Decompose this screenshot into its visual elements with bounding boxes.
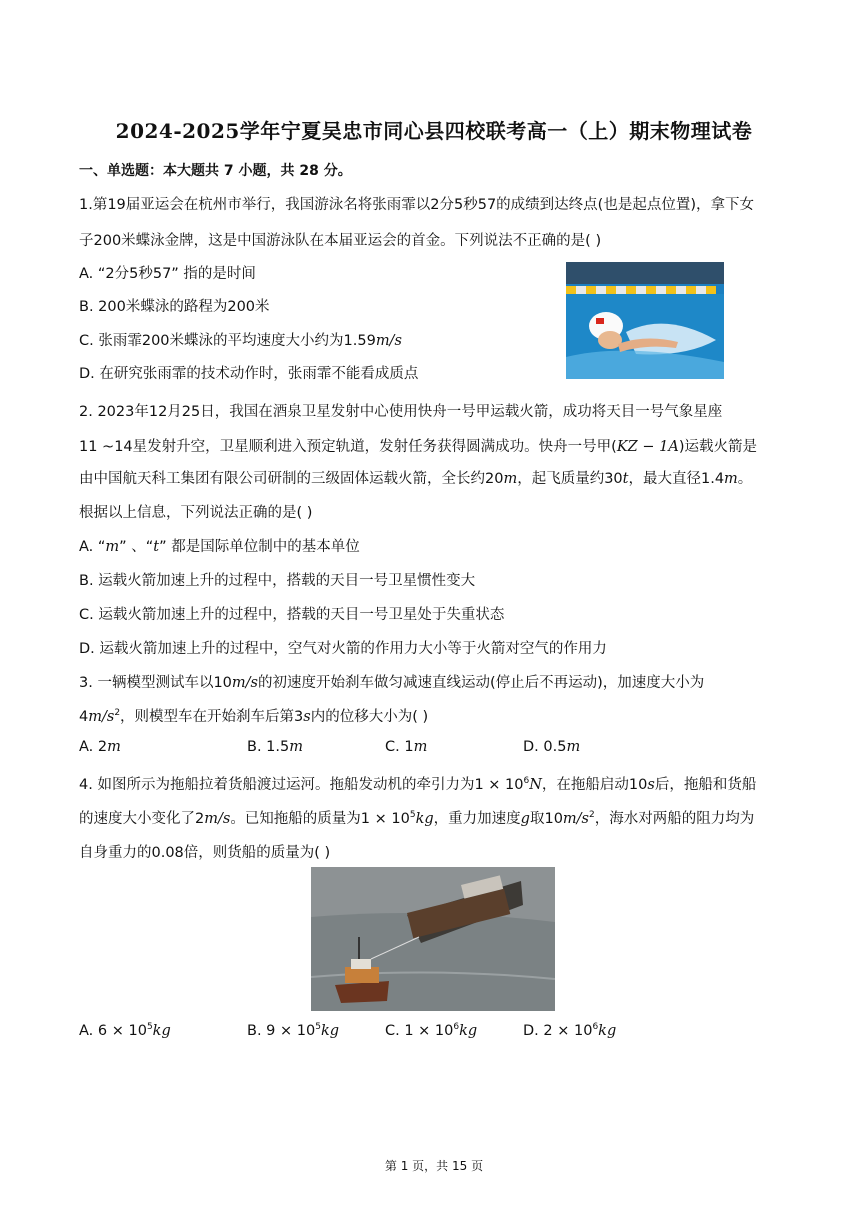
q4-stem-line2: 的速度大小变化了2m/s。已知拖船的质量为$1 \times 10^5kg$，重力加速度g取$10m/s^2$，海水对两船的阻力均为 bbox=[79, 810, 755, 827]
q2-option-d: D. 运载火箭加速上升的过程中，空气对火箭的作用力大小等于火箭对空气的作用力 bbox=[79, 641, 607, 657]
q2-stem-line2: 11 ~14星发射升空，卫星顺利进入预定轨道，发射任务获得圆满成功。快舟一号甲(KZ − 1A)运载火箭是 bbox=[79, 439, 757, 455]
q3-option-b: B. 1.5m bbox=[247, 739, 303, 755]
page-footer: 第 1 页，共 15 页 bbox=[384, 1159, 484, 1173]
q2-stem-line3: 由中国航天科工集团有限公司研制的三级固体运载火箭，全长约20m，起飞质量约30t，最大直径1.4m。 bbox=[79, 471, 753, 487]
swimmer-photo bbox=[566, 262, 724, 379]
tugboat-photo bbox=[311, 867, 555, 1011]
q4-stem-line3: 自身重力的0.08倍，则货船的质量为( ) bbox=[79, 845, 331, 861]
q1-option-a: A. “2分5秒57” 指的是时间 bbox=[79, 266, 256, 282]
q4-stem-line1: 4. 如图所示为拖船拉着货船渡过运河。拖船发动机的牵引力为$1 \times 10^6N$，在拖船启动10s后，拖船和货船 bbox=[79, 776, 757, 793]
q2-option-a: A. “m” 、“t” 都是国际单位制中的基本单位 bbox=[79, 539, 360, 555]
q3-stem-line1: 3. 一辆模型测试车以10m/s的初速度开始刹车做匀减速直线运动(停止后不再运动)，加速度大小为 bbox=[79, 675, 705, 691]
q1-stem-line1: 1.第19届亚运会在杭州市举行，我国游泳名将张雨霏以2分5秒57的成绩到达终点(也是起点位置)，拿下女 bbox=[79, 197, 754, 213]
q4-option-c: C. $1 \times 10^6kg$ bbox=[385, 1022, 478, 1039]
q2-option-b: B. 运载火箭加速上升的过程中，搭载的天目一号卫星惯性变大 bbox=[79, 573, 476, 589]
section-heading: 一、单选题：本大题共 7 小题，共 28 分。 bbox=[79, 163, 352, 179]
q1-stem-line2: 子200米蝶泳金牌，这是中国游泳队在本届亚运会的首金。下列说法不正确的是( ) bbox=[79, 233, 602, 249]
q1-option-c: C. 张雨霏200米蝶泳的平均速度大小约为1.59m/s bbox=[79, 333, 402, 349]
q2-stem-line1: 2. 2023年12月25日，我国在酒泉卫星发射中心使用快舟一号甲运载火箭，成功将天目一号气象星座 bbox=[79, 404, 723, 420]
q3-option-c: C. 1m bbox=[385, 739, 428, 755]
q4-option-a: A. $6 \times 10^5kg$ bbox=[79, 1022, 171, 1039]
q3-option-a: A. 2m bbox=[79, 739, 121, 755]
q4-option-d: D. $2 \times 10^6kg$ bbox=[523, 1022, 617, 1039]
q2-stem-line4: 根据以上信息，下列说法正确的是( ) bbox=[79, 505, 313, 521]
q2-option-c: C. 运载火箭加速上升的过程中，搭载的天目一号卫星处于失重状态 bbox=[79, 607, 505, 623]
page-title: 2024-2025学年宁夏吴忠市同心县四校联考高一（上）期末物理试卷 bbox=[115, 119, 753, 143]
q1-option-b: B. 200米蝶泳的路程为200米 bbox=[79, 299, 270, 315]
q4-option-b: B. $9 \times 10^5kg$ bbox=[247, 1022, 340, 1039]
q3-option-d: D. 0.5m bbox=[523, 739, 581, 755]
q3-stem-line2: $4m/s^2$，则模型车在开始刹车后第3s内的位移大小为( ) bbox=[79, 708, 429, 725]
q1-option-d: D. 在研究张雨霏的技术动作时，张雨霏不能看成质点 bbox=[79, 366, 419, 382]
